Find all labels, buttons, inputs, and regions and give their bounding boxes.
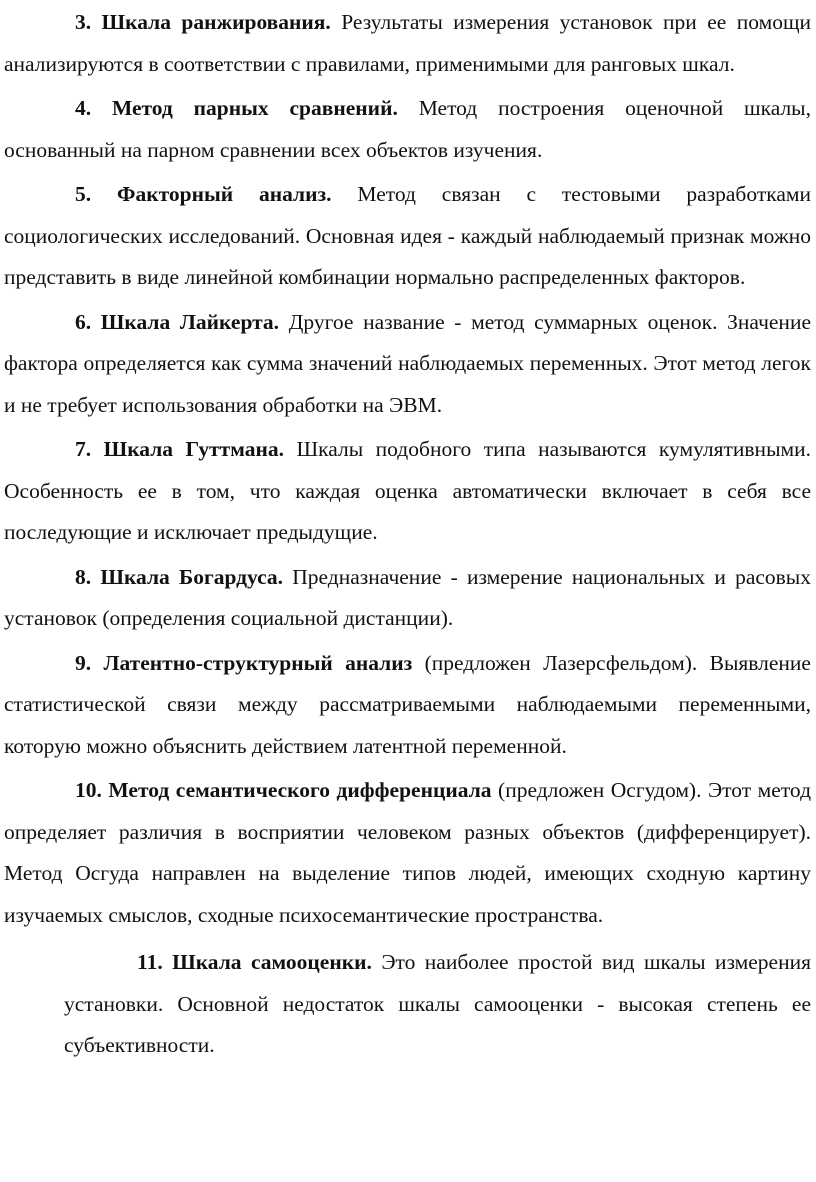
paragraph-text: Метод построения оценочной шкалы, основанный на парном сравнении всех объектов изучения. (4, 96, 811, 162)
paragraph-heading: 10. Метод семантического дифференциала (75, 778, 492, 802)
paragraph-heading: 3. Шкала ранжирования. (75, 10, 331, 34)
paragraph-heading: 11. Шкала самооценки. (137, 950, 372, 974)
paragraph-text: (предложен Осгудом). Этот метод определяет различия в восприятии человеком разных объектов (дифференцирует). Метод Осгуда направлен на выделение типов людей, имеющих сходную картину изучаемых смыслов, сходные психосемантические пространства. (4, 778, 812, 927)
paragraph-factor-analysis (4, 174, 811, 299)
paragraph-heading: 4. Метод парных сравнений. (75, 96, 398, 120)
paragraph-text: Метод связан с тестовыми разработками социологических исследований. Основная идея - каждый наблюдаемый признак можно представить в виде линейной комбинации нормально распределенных факторов. (4, 182, 811, 289)
paragraph-paired-comparison (4, 88, 811, 171)
paragraph-heading: 5. Факторный анализ. (75, 182, 332, 206)
paragraph-heading: 8. Шкала Богардуса. (75, 564, 284, 589)
paragraph-semantic-differential (4, 770, 811, 936)
paragraph-heading: 7. Шкала Гуттмана. (75, 437, 284, 461)
paragraph-ranking-scale (4, 2, 811, 85)
paragraph-text: Предназначение - измерение национальных и расовых установок (определения социальной дистанции). (4, 564, 811, 630)
paragraph-text: Другое название - метод суммарных оценок. Значение фактора определяется как сумма значений наблюдаемых переменных. Этот метод легок и не требует использования обработки на ЭВМ. (4, 309, 811, 417)
paragraph-heading: 6. Шкала Лайкерта. (75, 309, 280, 334)
paragraph-text: Результаты измерения установок при ее помощи анализируются в соответствии с правилами, применимыми для ранговых шкал. (4, 10, 812, 76)
paragraph-self-assessment (64, 942, 811, 1067)
paragraph-heading: 9. Латентно-структурный анализ (75, 650, 413, 675)
paragraph-guttman-scale (4, 429, 811, 554)
paragraph-text: Шкалы подобного типа называются кумулятивными. Особенность ее в том, что каждая оценка автоматически включает в себя все последующие и исключает предыдущие. (4, 437, 811, 544)
paragraph-text: (предложен Лазерсфельдом). Выявление статистической связи между рассматриваемыми наблюдаемыми переменными, которую можно объяснить действием латентной переменной. (4, 650, 811, 758)
paragraph-latent-structure (4, 643, 811, 768)
paragraph-likert-scale (4, 302, 811, 427)
paragraph-bogardus-scale (4, 557, 811, 640)
paragraph-text: Это наиболее простой вид шкалы измерения установки. Основной недостаток шкалы самооценки - высокая степень ее субъективности. (64, 950, 811, 1057)
